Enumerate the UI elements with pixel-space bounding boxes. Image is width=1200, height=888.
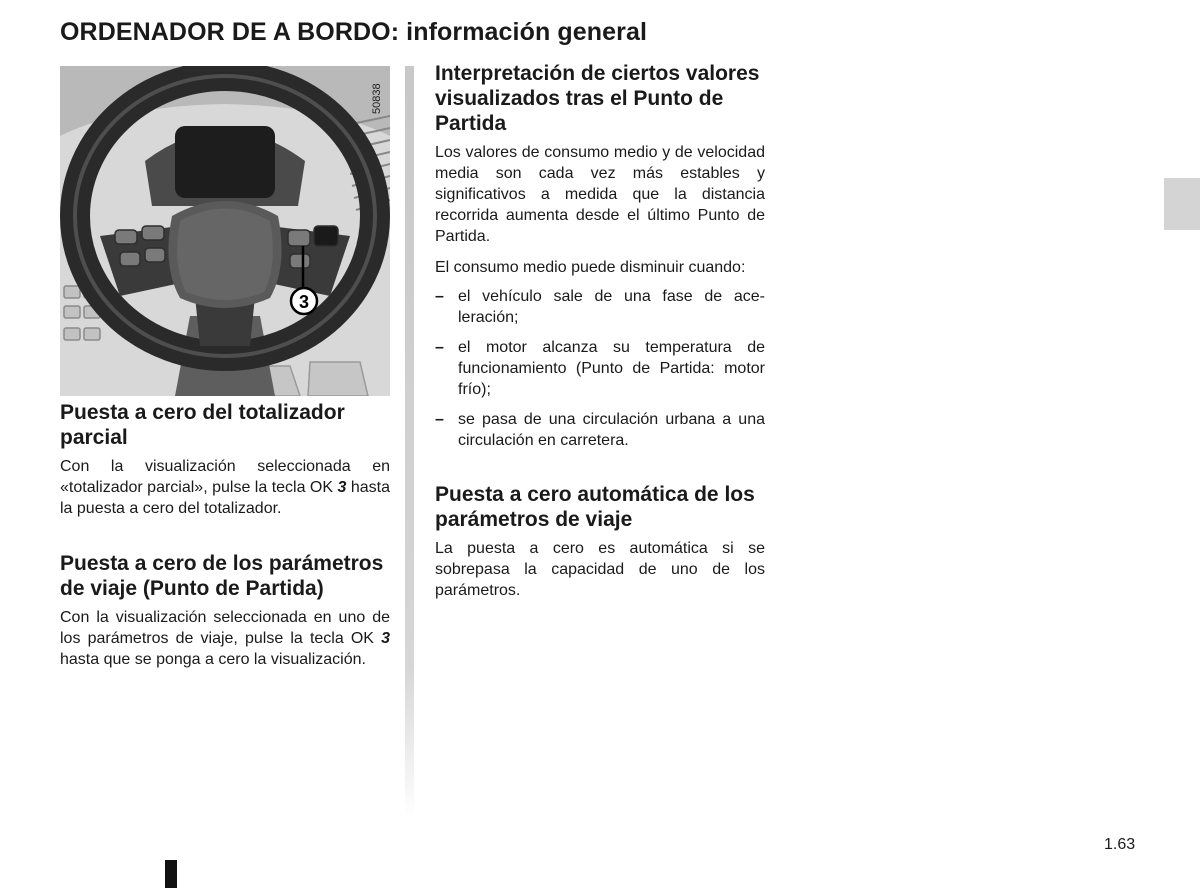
list-item-text: se pasa de una circulación urbana a una circulación en carretera.	[458, 411, 765, 449]
bullet-dash: –	[435, 339, 444, 356]
page-title: ORDENADOR DE A BORDO: información general	[60, 18, 648, 46]
column-divider	[405, 66, 414, 818]
paragraph-text: Con la visualización seleccionada en «totalizador parcial», pulse la tecla OK	[60, 458, 390, 496]
list-item	[435, 286, 765, 328]
bullet-dash: –	[435, 411, 444, 428]
section-automatic-reset	[435, 482, 765, 601]
section-paragraph	[60, 456, 390, 519]
steering-wheel-drawing	[60, 66, 390, 396]
section-paragraph: La puesta a cero es automática si se sobrepasa la capacidad de uno de los parámetros.	[435, 540, 765, 599]
list-item-text: el vehículo sale de una fase de aceleración;	[458, 288, 765, 326]
section-heading: Interpretación de ciertos valores visualizados tras el Punto de Partida	[435, 62, 760, 135]
chapter-tab	[1164, 178, 1200, 230]
left-column	[60, 400, 390, 670]
steering-wheel-illustration	[60, 66, 390, 396]
section-reset-trip-parameters	[60, 551, 390, 670]
figure-number: 50838	[371, 83, 383, 114]
key-reference: 3	[337, 479, 347, 496]
page-number: 1.63	[1104, 836, 1136, 853]
section-paragraph: Los valores de consumo medio y de velocidad media son cada vez más estables y significativos a medida que la distancia recorrida aumenta desde el último Punto de Partida.	[435, 144, 765, 245]
crop-mark	[165, 860, 177, 888]
bullet-list	[435, 286, 765, 451]
figure-callout-number: 3	[298, 292, 310, 312]
section-heading: Puesta a cero del totalizador parcial	[60, 401, 345, 449]
section-paragraph: El consumo medio puede disminuir cuando:	[435, 259, 746, 276]
list-item	[435, 337, 765, 400]
bullet-dash: –	[435, 288, 444, 305]
section-paragraph	[60, 607, 390, 670]
list-item-text: el motor alcanza su temperatura de funcionamiento (Punto de Partida: motor frío);	[458, 339, 765, 398]
paragraph-text: hasta la puesta a cero del totalizador.	[60, 479, 390, 517]
section-interpretation	[435, 61, 765, 451]
list-item	[435, 409, 765, 451]
paragraph-text: Con la visualización seleccionada en uno de los parámetros de viaje, pulse la tecla OK	[60, 609, 390, 647]
section-heading: Puesta a cero de los parámetros de viaje (Punto de Partida)	[60, 552, 384, 600]
section-reset-trip-meter	[60, 400, 390, 519]
key-reference: 3	[381, 630, 390, 647]
paragraph-text: hasta que se ponga a cero la visualización.	[60, 651, 366, 668]
section-heading: Puesta a cero automática de los parámetros de viaje	[435, 483, 755, 531]
right-column	[435, 61, 765, 601]
